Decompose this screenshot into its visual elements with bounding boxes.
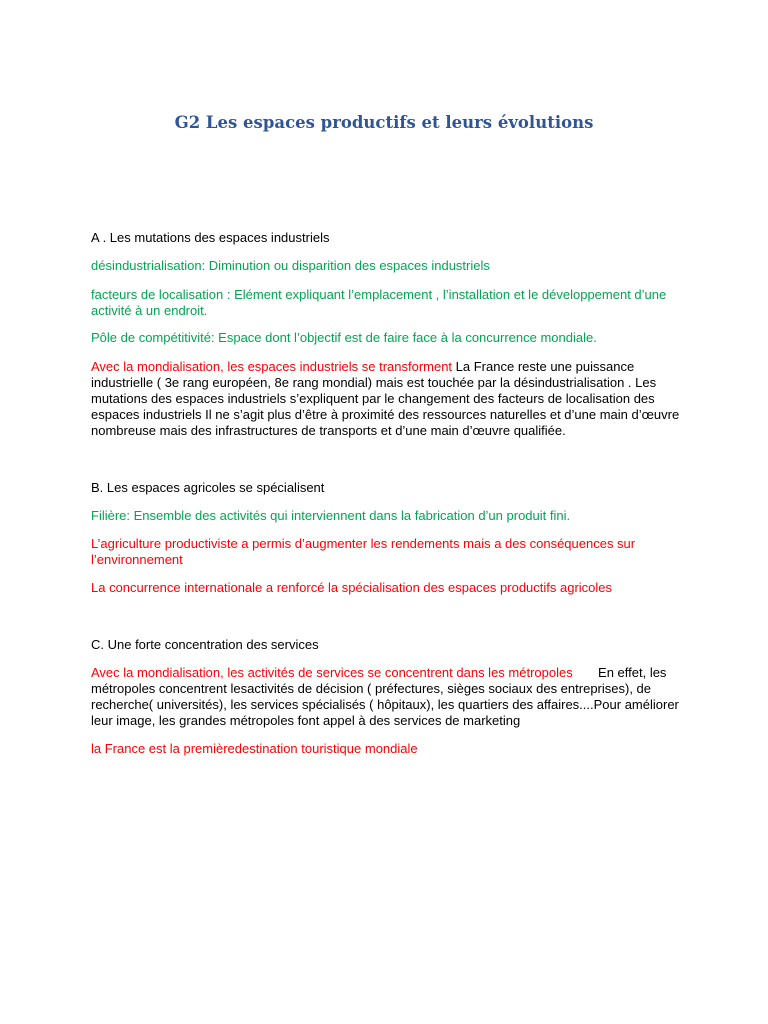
definition-facteurs-localisation: facteurs de localisation : Elément expliquant l’emplacement , l’installation et le développement d’une activité à un endroit. <box>91 287 667 318</box>
section-c-paragraph <box>91 665 683 729</box>
definition-desindustrialisation: désindustrialisation: Diminution ou disparition des espaces industriels <box>91 258 490 273</box>
definition-pole-competitivite: Pôle de compétitivité: Espace dont l’objectif est de faire face à la concurrence mondiale. <box>91 330 597 345</box>
section-b-statement-1: L’agriculture productiviste a permis d’augmenter les rendements mais a des conséquences sur l’environnement <box>91 536 636 567</box>
page-title: G2 Les espaces productifs et leurs évolutions <box>174 113 594 132</box>
section-b-heading: B. Les espaces agricoles se spécialisent <box>91 480 325 495</box>
section-c-body-text: En effet, les métropoles concentrent lesactivités de décision ( préfectures, sièges sociaux des entreprises), de recherche( universités), les services spécialisés ( hôpitaux), les quartiers des affaires....Pour améliorer leur image, les grandes métropoles font appel à des services de marketing <box>91 665 683 728</box>
section-b-statement-2: La concurrence internationale a renforcé la spécialisation des espaces productifs agricoles <box>91 580 613 595</box>
section-a-heading: A . Les mutations des espaces industriels <box>91 230 330 245</box>
section-c-heading: C. Une forte concentration des services <box>91 637 319 652</box>
section-c-statement-2: la France est la premièredestination touristique mondiale <box>91 741 418 756</box>
definition-filiere: Filière: Ensemble des activités qui interviennent dans la fabrication d’un produit fini. <box>91 508 571 523</box>
section-a-key-sentence: Avec la mondialisation, les espaces industriels se transforment <box>91 359 453 374</box>
section-a-body-text: La France reste une puissance industrielle ( 3e rang européen, 8e rang mondial) mais est touchée par la désindustrialisation . Les mutations des espaces industriels s’expliquent par le changement des facteurs de localisation des espaces industriels Il ne s’agit plus d’être à proximité des ressources naturelles et d’une main d’œuvre nombreuse mais des infrastructures de transports et d’une main d’œuvre qualifiée. <box>91 359 680 438</box>
section-a-paragraph <box>91 359 683 439</box>
section-c-key-sentence: Avec la mondialisation, les activités de services se concentrent dans les métropoles <box>91 665 573 680</box>
